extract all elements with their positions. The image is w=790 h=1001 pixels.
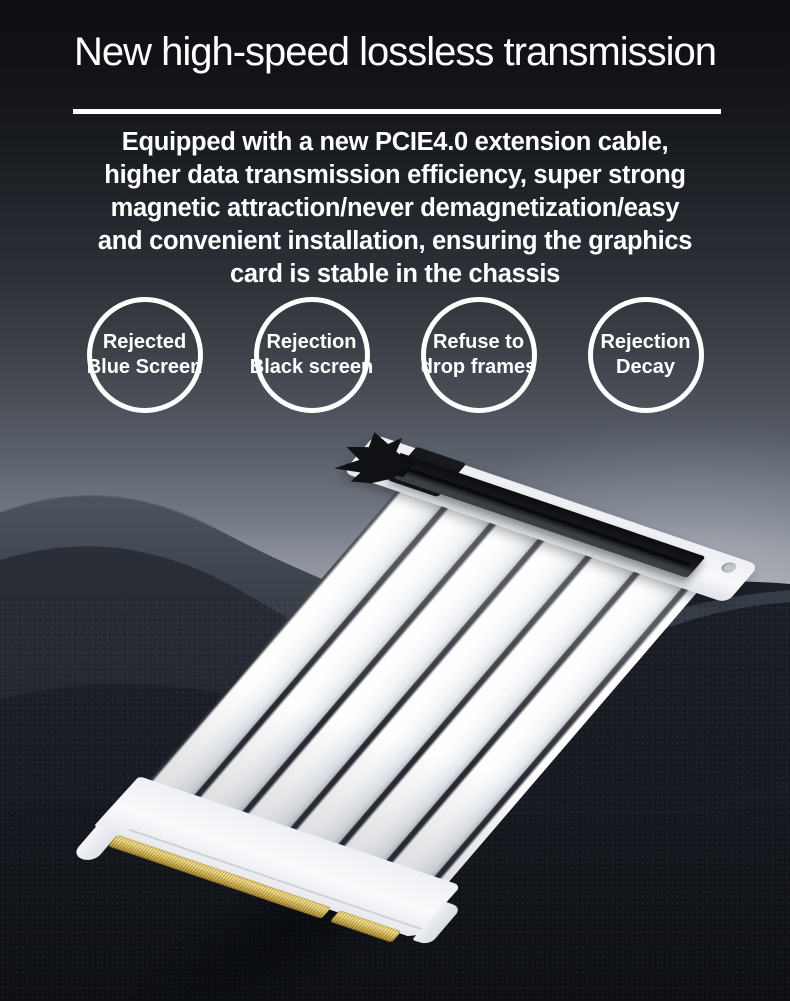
feature-circle-black-screen xyxy=(249,297,374,413)
feature-label: drop frames xyxy=(420,356,537,378)
feature-circle-blue-screen xyxy=(87,297,203,413)
description-line: card is stable in the chassis xyxy=(229,260,561,288)
description-line: and convenient installation, ensuring the graphics xyxy=(97,227,693,255)
feature-label: Rejection xyxy=(266,331,357,353)
description-line: Equipped with a new PCIE4.0 extension cable, xyxy=(121,128,669,156)
page-title: New high-speed lossless transmission xyxy=(73,30,717,74)
feature-label: Rejection xyxy=(600,331,691,353)
feature-circles xyxy=(0,297,790,413)
description xyxy=(0,126,790,291)
feature-circle-drop-frames xyxy=(421,297,537,413)
feature-label: Blue Screen xyxy=(86,356,203,378)
feature-label: Refuse to xyxy=(432,331,525,353)
feature-label: Black screen xyxy=(249,356,374,378)
feature-circle-decay xyxy=(588,297,704,413)
feature-label: Decay xyxy=(616,356,675,378)
description-line: higher data transmission efficiency, super strong xyxy=(104,161,686,189)
bracket-round-hole xyxy=(719,561,739,574)
feature-label: Rejected xyxy=(102,331,187,353)
title-divider xyxy=(73,109,721,114)
description-line: magnetic attraction/never demagnetization/easy xyxy=(110,194,680,222)
